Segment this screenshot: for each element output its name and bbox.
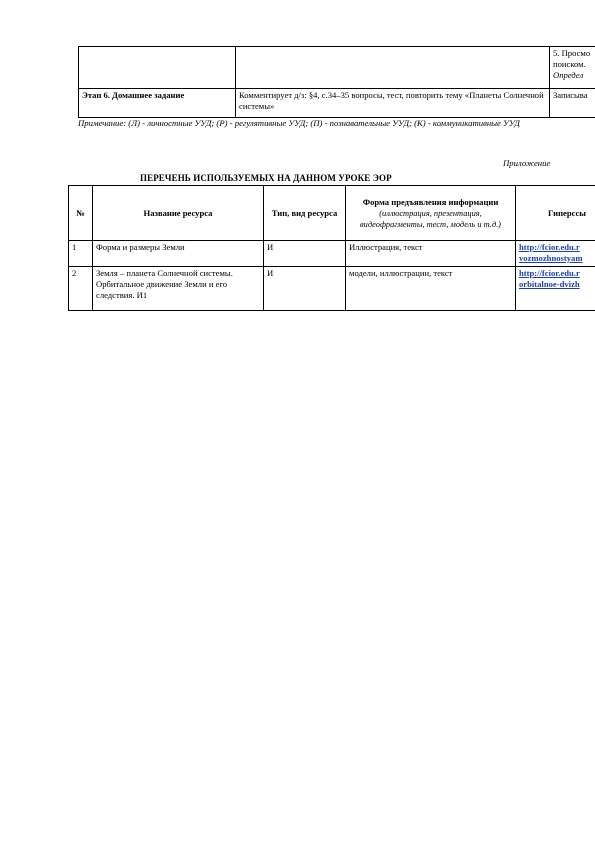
cell-form: модели, иллюстрации, текст [346,267,516,311]
cell-type: И [264,241,346,267]
resource-link[interactable]: http://fcior.edu.r [519,268,580,278]
header-form-sub: (иллюстрация, презентация, видеофрагменты, тест, модель и т.д.) [360,208,501,229]
content-cell [236,47,550,89]
resources-table [68,185,595,311]
cell-name: Форма и размеры Земли [93,241,264,267]
header-link: Гиперссы [516,186,595,241]
resources-title: ПЕРЕЧЕНЬ ИСПОЛЬЗУЕМЫХ НА ДАННОМ УРОКЕ ЭОР [140,173,392,183]
stage-cell [79,47,236,89]
cell-link [516,241,595,267]
table-row [69,267,595,311]
cell-num: 2 [69,267,93,311]
header-form-main: Форма предъявления информации [362,196,499,207]
cell-num: 1 [69,241,93,267]
lesson-plan-table [78,46,595,118]
appendix-label: Приложение [503,158,551,168]
table-row [79,89,595,118]
table-row [79,47,595,89]
activity-line: Определ [553,70,584,80]
resource-link[interactable]: vozmozhnostyam [519,253,583,263]
resource-link[interactable]: http://fcior.edu.r [519,242,580,252]
activity-line: поиском. [553,59,586,69]
header-form [346,186,516,241]
table-header-row [69,186,595,241]
resource-link[interactable]: orbitalnoe-dvizh [519,279,580,289]
content-cell: Комментирует д/з: §4, с.34–35 вопросы, тест, повторить тему «Планеты Солнечной системы» [236,89,550,118]
cell-name: Земля – планета Солнечной системы. Орбитальное движение Земли и его следствия. И1 [93,267,264,311]
cell-link [516,267,595,311]
header-type: Тип, вид ресурса [264,186,346,241]
activity-cell [550,47,595,89]
uud-note: Примечание: (Л) - личностные УУД; (Р) - регулятивные УУД; (П) - познавательные УУД; (К) - коммуникативные УУД [78,118,520,128]
activity-cell: Записыва [550,89,595,118]
stage-cell: Этап 6. Домашнее задание [79,89,236,118]
table-row [69,241,595,267]
cell-form: Иллюстрация, текст [346,241,516,267]
header-num: № [69,186,93,241]
cell-type: И [264,267,346,311]
header-name: Название ресурса [93,186,264,241]
activity-line: 5. Просмо [553,48,591,58]
